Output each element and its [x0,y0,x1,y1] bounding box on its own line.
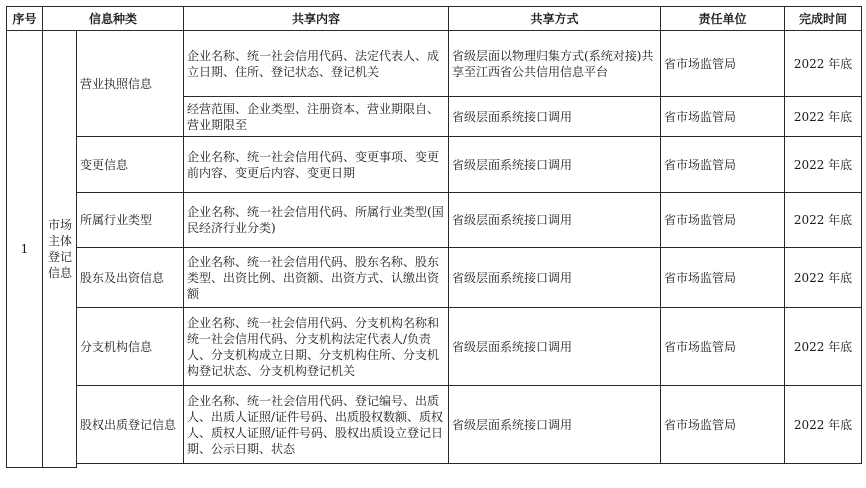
row-seq: 1 [20,242,29,256]
header-unit: 责任单位 [661,7,785,31]
time-cell: 2022 年底 [785,31,862,97]
info-type-cell: 所属行业类型 [77,193,184,248]
header-category: 信息种类 [43,7,184,31]
content-cell: 企业名称、统一社会信用代码、股东名称、股东类型、出资比例、出资额、出资方式、认缴出资额 [184,248,449,308]
method-cell: 省级层面系统接口调用 [449,308,661,386]
unit-cell: 省市场监管局 [661,31,785,97]
unit-cell: 省市场监管局 [661,137,785,193]
info-sharing-table [6,6,862,468]
header-seq: 序号 [7,7,43,31]
method-cell: 省级层面系统接口调用 [449,248,661,308]
header-method: 共享方式 [449,7,661,31]
spacer-cell [77,464,184,468]
unit-cell: 省市场监管局 [661,97,785,137]
table-row [7,31,862,97]
unit-cell: 省市场监管局 [661,386,785,464]
spacer-cell [184,464,449,468]
unit-cell: 省市场监管局 [661,248,785,308]
method-cell: 省级层面系统接口调用 [449,97,661,137]
header-row [7,7,862,31]
method-cell: 省级层面系统接口调用 [449,386,661,464]
time-cell: 2022 年底 [785,308,862,386]
spacer-cell [785,464,862,468]
content-cell: 企业名称、统一社会信用代码、登记编号、出质人、出质人证照/证件号码、出质股权数额、质权人、质权人证照/证件号码、股权出质设立登记日期、公示日期、状态 [184,386,449,464]
content-cell: 企业名称、统一社会信用代码、变更事项、变更前内容、变更后内容、变更日期 [184,137,449,193]
info-type-cell: 股东及出资信息 [77,248,184,308]
table-row [7,386,862,464]
method-cell: 省级层面系统接口调用 [449,193,661,248]
time-cell: 2022 年底 [785,386,862,464]
time-cell: 2022 年底 [785,193,862,248]
content-cell: 企业名称、统一社会信用代码、法定代表人、成立日期、住所、登记状态、登记机关 [184,31,449,97]
spacer-cell [449,464,661,468]
table-bottom-spacer [7,464,862,468]
method-cell: 省级层面以物理归集方式(系统对接)共享至江西省公共信用信息平台 [449,31,661,97]
table-row [7,248,862,308]
table-row [7,193,862,248]
content-cell: 企业名称、统一社会信用代码、所属行业类型(国民经济行业分类) [184,193,449,248]
table-row [7,308,862,386]
category-label: 市场主体登记信息 [47,218,72,280]
category-cell [43,31,77,468]
method-cell: 省级层面系统接口调用 [449,137,661,193]
unit-cell: 省市场监管局 [661,308,785,386]
time-cell: 2022 年底 [785,97,862,137]
content-cell: 企业名称、统一社会信用代码、分支机构名称和统一社会信用代码、分支机构法定代表人/负责人、分支机构成立日期、分支机构住所、分支机构登记状态、分支机构登记机关 [184,308,449,386]
unit-cell: 省市场监管局 [661,193,785,248]
header-content: 共享内容 [184,7,449,31]
time-cell: 2022 年底 [785,248,862,308]
header-time: 完成时间 [785,7,862,31]
spacer-cell [661,464,785,468]
info-type-cell: 营业执照信息 [77,31,184,137]
time-cell: 2022 年底 [785,137,862,193]
info-type-cell: 股权出质登记信息 [77,386,184,464]
content-cell: 经营范围、企业类型、注册资本、营业期限自、营业期限至 [184,97,449,137]
info-type-cell: 分支机构信息 [77,308,184,386]
info-type-cell: 变更信息 [77,137,184,193]
row-seq-cell [7,31,43,468]
table-row [7,137,862,193]
